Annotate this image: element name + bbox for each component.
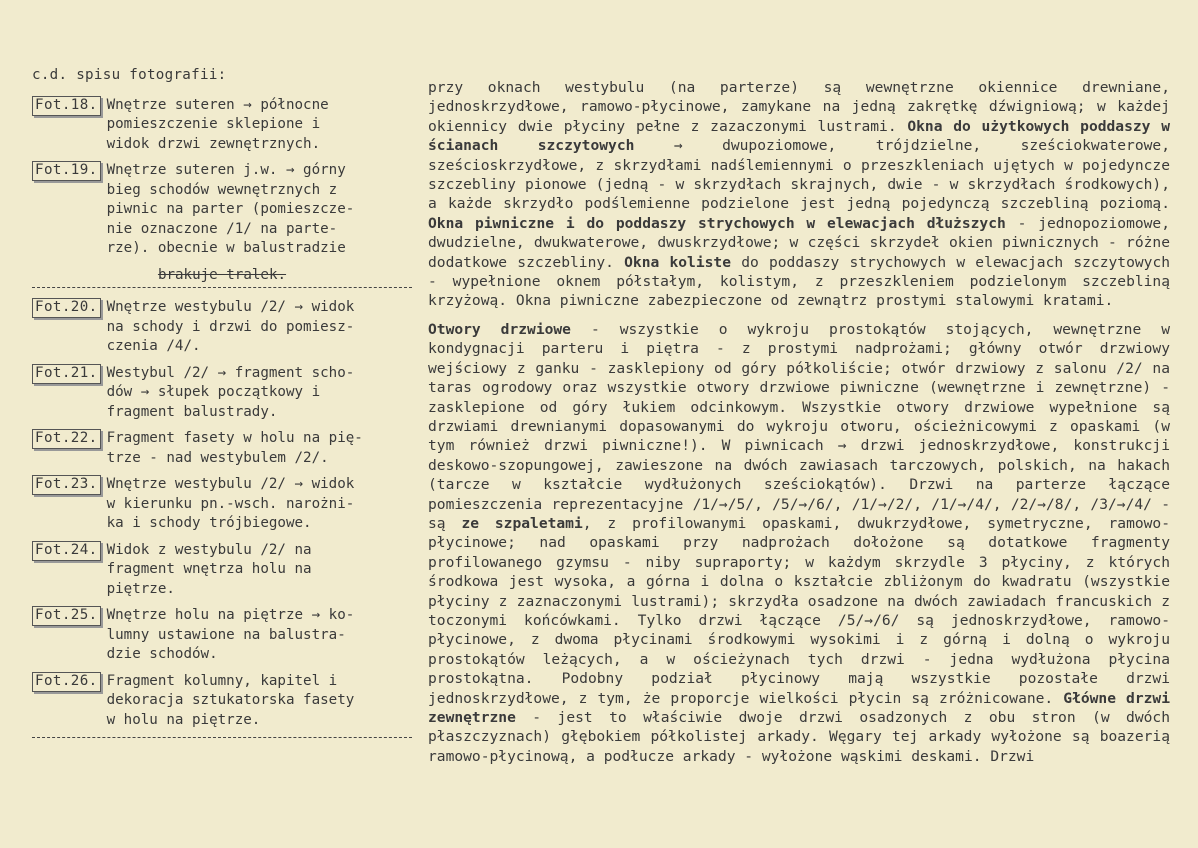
photo-number-box: Fot.23. xyxy=(32,475,101,495)
text-run: → dwupoziomowe, trójdzielne, sześciokwaterowe, sześcioskrzydłowe, z skrzydłami nadślemiennymi o przeszkleniach ujętych w pojedyncze szczebliny pionowe (jedną - w skrzydłach skrajnych, dwie - w skrzydłach środkowych), a każde skrzydło podślemienne podzielone jest jedną pojedynczą szczebliną poziomą. xyxy=(428,137,1170,213)
struck-out-phrase: brakuje tralek. xyxy=(157,266,287,283)
photo-description: Wnętrze suteren j.w. → górny bieg schodów wewnętrznych z piwnic na parter (pomieszcze- nie oznaczone /1/ na parte- rze). obecnie w balustradzie xyxy=(106,162,355,256)
struck-out-text xyxy=(32,266,412,286)
text-run: , z profilowanymi opaskami, dwukrzydłowe, symetryczne, ramowo-płycinowe; nad opaskami przy nadprożach dołożone są dotatkowe fragmenty profilowanego gzymsu - niby supraporty; w każdym skrzydle 3 płyciny, z których środkowa jest wysoka, a górna i dolna o kształcie zbliżonym do kwadratu (wszystkie płyciny z zaznaczonymi lustrami); skrzydła osadzone na dwóch zawiadach francuskich z toczonymi końcówkami. Tylko drzwi łączące /5/→/6/ są jednoskrzydłowe, ramowo-płycinowe, z dwoma płycinami środkowymi wysokimi i z górną i dolną o wykroju prostokątów leżących, a w ościeżynach tych drzwi - jedna wydłużona płycina prostokątna. Podobny podział płycinowy mają wszystkie pozostałe drzwi jednoskrzydłowe, z tym, że proporcje wielkości płycin są zróżnicowane. xyxy=(428,514,1171,707)
photo-entry xyxy=(32,161,412,259)
divider xyxy=(32,737,412,738)
photo-entry xyxy=(32,429,412,468)
text-run: przy oknach westybulu (na parterze) są wewnętrzne okiennice drewniane, jednoskrzydłowe, ramowo-płycinowe, zamykane na jedną zakrętkę dźwigniową; w każdej okiennicy dwie płyciny pełne z zazaczonymi lustrami. xyxy=(428,79,1170,135)
doors-paragraph xyxy=(428,320,1170,766)
text-run: - jest to właściwie dwoje drzwi osadzonych z obu stron (w dwóch płaszczyznach) głębokiem półkolistej arkady. Węgary tej arkady wyłożone są boazerią ramowo-płycinową, a podłucze arkady - wyłożone wąskimi deskami. Drzwi xyxy=(428,709,1170,765)
photo-number-box: Fot.18. xyxy=(32,96,101,116)
photo-description: Fragment kolumny, kapitel i dekoracja sztukatorska fasety w holu na piętrze. xyxy=(106,672,355,728)
photo-description: Wnętrze holu na piętrze → ko- lumny ustawione na balustra- dzie schodów. xyxy=(106,607,355,662)
photo-entry xyxy=(32,672,412,731)
bold-heading-run: Główne drzwi zewnętrzne xyxy=(428,689,1170,726)
photo-description: Wnętrze suteren → północne pomieszczenie sklepione i widok drzwi zewnętrznych. xyxy=(106,96,329,152)
photo-list xyxy=(32,96,412,739)
bold-heading-run: Otwory drzwiowe xyxy=(428,320,571,338)
photo-number-box: Fot.19. xyxy=(32,161,101,181)
windows-paragraph xyxy=(428,78,1170,311)
bold-heading-run: Okna koliste xyxy=(624,253,731,271)
bold-heading-run: Okna piwniczne i do poddaszy strychowych w elewacjach dłuższych xyxy=(428,214,1006,232)
photo-entry xyxy=(32,96,412,155)
text-run: - jednopoziomowe, dwudzielne, dwukwaterowe, dwuskrzydłowe; w części skrzydeł okien piwnicznych - różne dodatkowe szczebliny. xyxy=(428,214,1170,271)
photo-entry xyxy=(32,298,412,357)
photo-number-box: Fot.22. xyxy=(32,429,101,449)
photo-entry xyxy=(32,541,412,600)
photo-number-box: Fot.21. xyxy=(32,364,101,384)
photo-list-heading: c.d. spisu fotografii: xyxy=(32,67,227,83)
text-run: do poddaszy strychowych w elewacjach szczytowych - wypełnione oknem półstałym, kolistym, z przeszkleniem podzielonym szczebliną krzyżową. Okna piwniczne zabezpieczone od zewnątrz prostymi stalowymi kratami. xyxy=(428,253,1171,310)
photo-list-column xyxy=(32,66,412,748)
photo-number-box: Fot.25. xyxy=(32,606,101,626)
photo-number-box: Fot.20. xyxy=(32,298,101,318)
photo-number-box: Fot.26. xyxy=(32,672,101,692)
photo-entry xyxy=(32,475,412,534)
bold-heading-run: ze szpaletami xyxy=(461,514,583,532)
photo-number-box: Fot.24. xyxy=(32,541,101,561)
photo-entry xyxy=(32,364,412,423)
photo-description: Wnętrze westybulu /2/ → widok w kierunku pn.-wsch. narożni- ka i schody trójbiegowe. xyxy=(106,476,355,531)
photo-description: Wnętrze westybulu /2/ → widok na schody i drzwi do pomiesz- czenia /4/. xyxy=(106,299,355,354)
text-run: - wszystkie o wykroju prostokątów stojących, wewnętrzne w kondygnacji parteru i piętra - z prostymi nadprożami; główny otwór drzwiowy wejściowy z ganku - zasklepiony od góry półkoliście; otwór drzwiowy z salonu /2/ na taras ogrodowy oraz wszystkie otwory drzwiowe piwniczne (wewnętrzne i zewnętrzne) - zasklepione od góry łukiem odcinkowym. Wszystkie otwory drzwiowe wypełnione są drzwiami drewnianymi dopasowanymi do wykroju otworu, ościeżnicowymi z opaskami (w tym również drzwi piwniczne!). W piwnicach → drzwi jednoskrzydłowe, konstrukcji deskowo-szopungowej, zawieszone na dwóch zawiasach tarczowych, polskich, na hakach (tarcze w kształcie wydłużonych sześciokątów). Drzwi na parterze łączące pomieszczenia reprezentacyjne /1/→/5/, /5/→/6/, /1/→/2/, /1/→/4/, /2/→/8/, /3/→/4/ - są xyxy=(428,320,1170,532)
photo-description: Westybul /2/ → fragment scho- dów → słupek początkowy i fragment balustrady. xyxy=(106,364,355,420)
description-column xyxy=(428,78,1170,766)
photo-entry xyxy=(32,606,412,665)
bold-heading-run: Okna do użytkowych poddaszy w ścianach szczytowych xyxy=(428,117,1170,155)
photo-description: Widok z westybulu /2/ na fragment wnętrza holu na piętrze. xyxy=(106,541,312,597)
divider xyxy=(32,287,412,288)
photo-description: Fragment fasety w holu na pię- trze - nad westybulem /2/. xyxy=(106,430,363,466)
